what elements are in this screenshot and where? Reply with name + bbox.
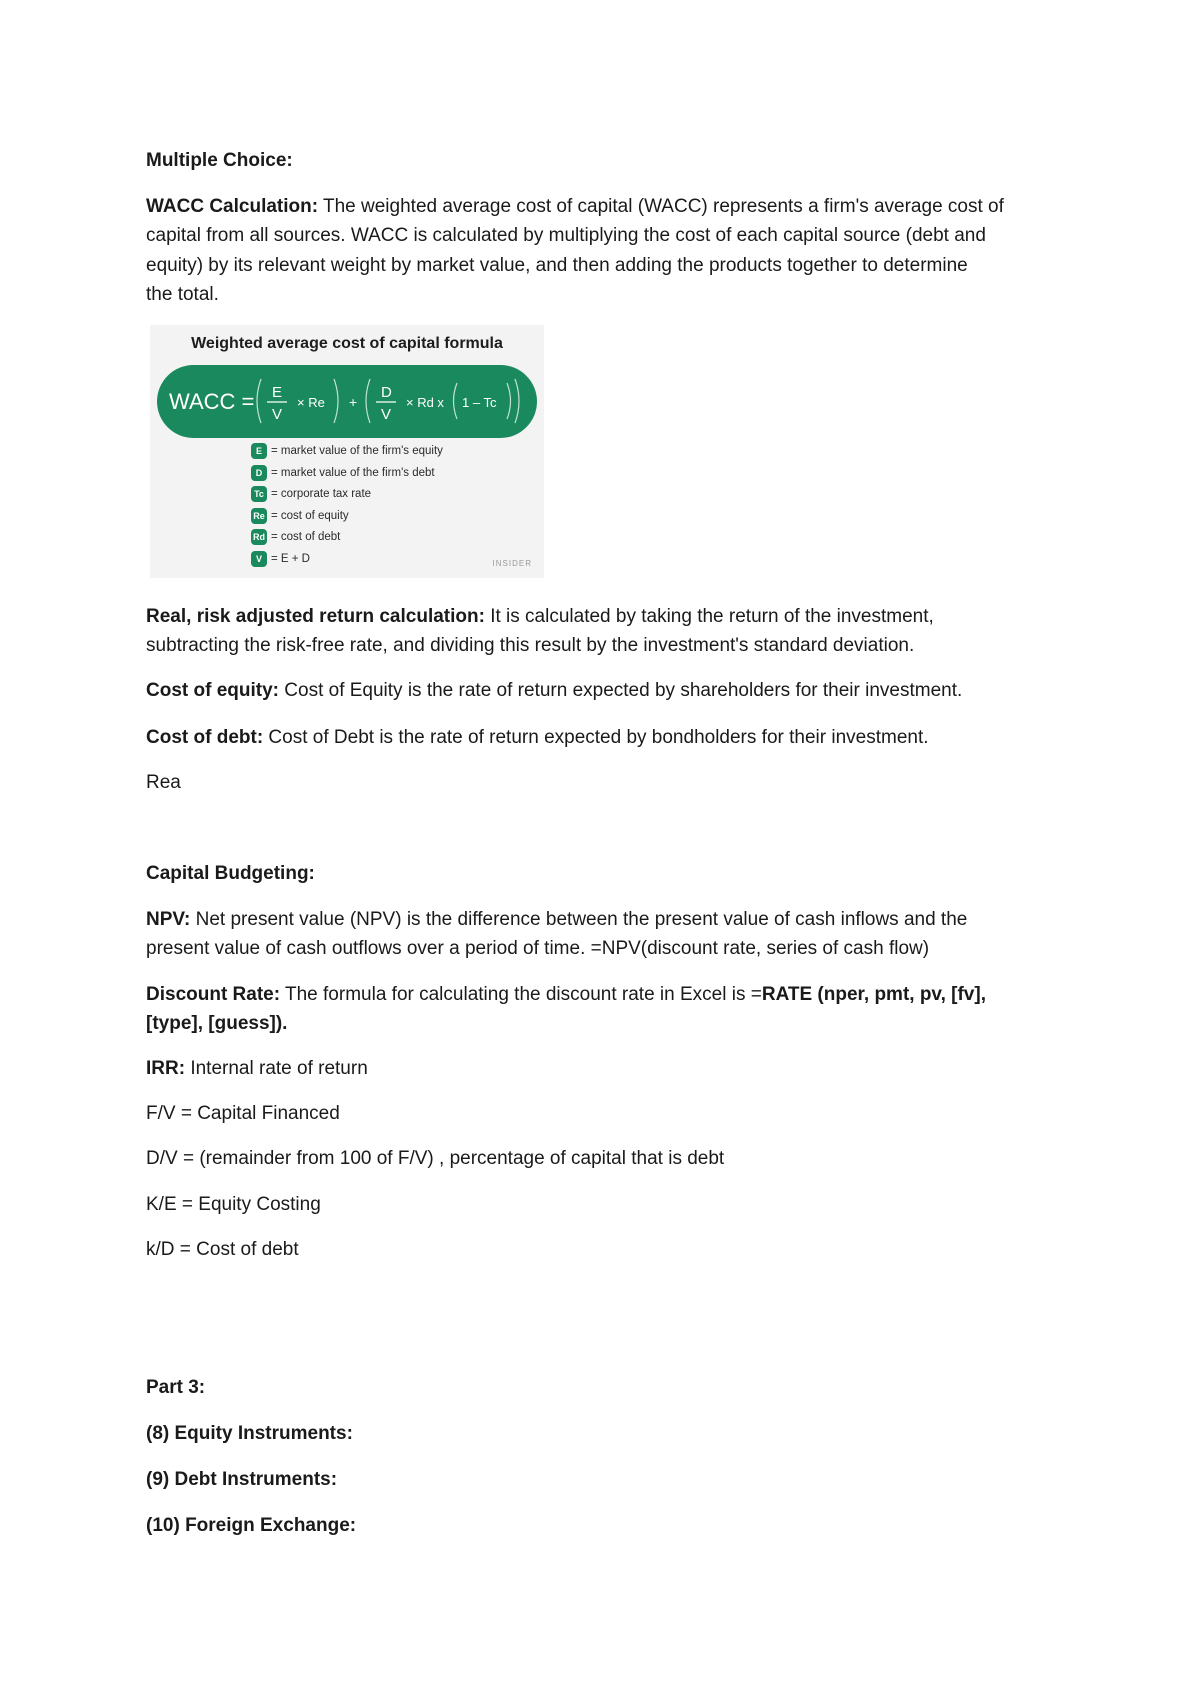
formula-re: × Re <box>297 395 325 410</box>
legend-badge: V <box>251 551 267 567</box>
wacc-text-4: the total. <box>146 283 219 305</box>
ke-line: K/E = Equity Costing <box>146 1194 321 1215</box>
risk-label: Real, risk adjusted return calculation: <box>146 606 485 627</box>
paren-right-1 <box>334 379 338 423</box>
insider-watermark: INSIDER <box>492 559 532 568</box>
wacc-paragraph <box>146 192 1056 309</box>
paren-left-2 <box>366 379 370 423</box>
cost-equity-line: Cost of equity: Cost of Equity is the rate of return expected by shareholders for their investment. <box>146 680 963 701</box>
legend-badge: Re <box>251 508 267 524</box>
legend-badge: Tc <box>251 486 267 502</box>
discount-label: Discount Rate: <box>146 984 281 1005</box>
formula-graphic <box>157 365 537 438</box>
discount-paragraph: Discount Rate: The formula for calculating the discount rate in Excel is =RATE (nper, pmt, pv, [fv], [type], [guess]). <box>146 984 986 1035</box>
legend-item: V = E + D <box>251 551 443 573</box>
wacc-formula-image <box>150 325 544 578</box>
npv-paragraph: NPV: Net present value (NPV) is the difference between the present value of cash inflows and the present value of cash outflows over a period of time. =NPV(discount rate, series of cash flow) <box>146 909 968 960</box>
legend-badge: E <box>251 443 267 459</box>
cost-equity-label: Cost of equity: <box>146 680 279 701</box>
formula-rd: × Rd x <box>406 395 444 410</box>
foreign-exchange-heading: (10) Foreign Exchange: <box>146 1515 357 1536</box>
formula-tax: 1 – Tc <box>462 395 497 410</box>
heading-part3: Part 3: <box>146 1377 206 1398</box>
formula-d: D <box>381 384 392 401</box>
formula-e: E <box>272 384 283 401</box>
paren-right-3 <box>507 383 511 419</box>
irr-line: IRR: Internal rate of return <box>146 1058 368 1079</box>
legend-item: Tc = corporate tax rate <box>251 486 443 508</box>
formula-v-2: V <box>381 406 392 423</box>
kd-line: k/D = Cost of debt <box>146 1239 299 1260</box>
wacc-text-1: The weighted average cost of capital (WACC) represents a firm's average cost of <box>318 196 1004 217</box>
formula-bar <box>157 365 537 438</box>
paren-left-3 <box>454 383 458 419</box>
formula-wacc: WACC = <box>169 389 255 414</box>
legend-item: E = market value of the firm's equity <box>251 443 443 465</box>
irr-label: IRR: <box>146 1058 186 1079</box>
formula-v-1: V <box>272 406 283 423</box>
equity-instruments-heading: (8) Equity Instruments: <box>146 1423 353 1444</box>
debt-instruments-heading: (9) Debt Instruments: <box>146 1469 338 1490</box>
rea-text: Rea <box>146 772 181 793</box>
formula-legend <box>251 443 443 573</box>
cost-debt-line: Cost of debt: Cost of Debt is the rate of return expected by bondholders for their investment. <box>146 727 929 748</box>
formula-plus: + <box>349 394 358 410</box>
legend-badge: D <box>251 465 267 481</box>
risk-paragraph: Real, risk adjusted return calculation: It is calculated by taking the return of the investment, subtracting the risk-free rate, and dividing this result by the investment's standard deviation. <box>146 606 934 657</box>
legend-item: Re = cost of equity <box>251 508 443 530</box>
paren-right-2 <box>515 379 519 423</box>
dv-line: D/V = (remainder from 100 of F/V) , percentage of capital that is debt <box>146 1148 725 1169</box>
heading-multiple-choice: Multiple Choice: <box>146 150 293 171</box>
fv-line: F/V = Capital Financed <box>146 1103 340 1124</box>
paren-left-1 <box>257 379 261 423</box>
wacc-text-2: capital from all sources. WACC is calculated by multiplying the cost of each capital source (debt and <box>146 225 986 247</box>
wacc-text-3: equity) by its relevant weight by market value, and then adding the products together to determine <box>146 254 968 276</box>
legend-item: Rd = cost of debt <box>253 531 341 544</box>
formula-title: Weighted average cost of capital formula <box>191 335 503 352</box>
heading-capital-budgeting: Capital Budgeting: <box>146 863 315 884</box>
legend-item: D = market value of the firm's debt <box>251 465 443 487</box>
npv-label: NPV: <box>146 909 191 930</box>
cost-debt-label: Cost of debt: <box>146 727 264 748</box>
wacc-label: WACC Calculation: <box>146 196 319 217</box>
legend-badge: Rd <box>251 529 267 545</box>
